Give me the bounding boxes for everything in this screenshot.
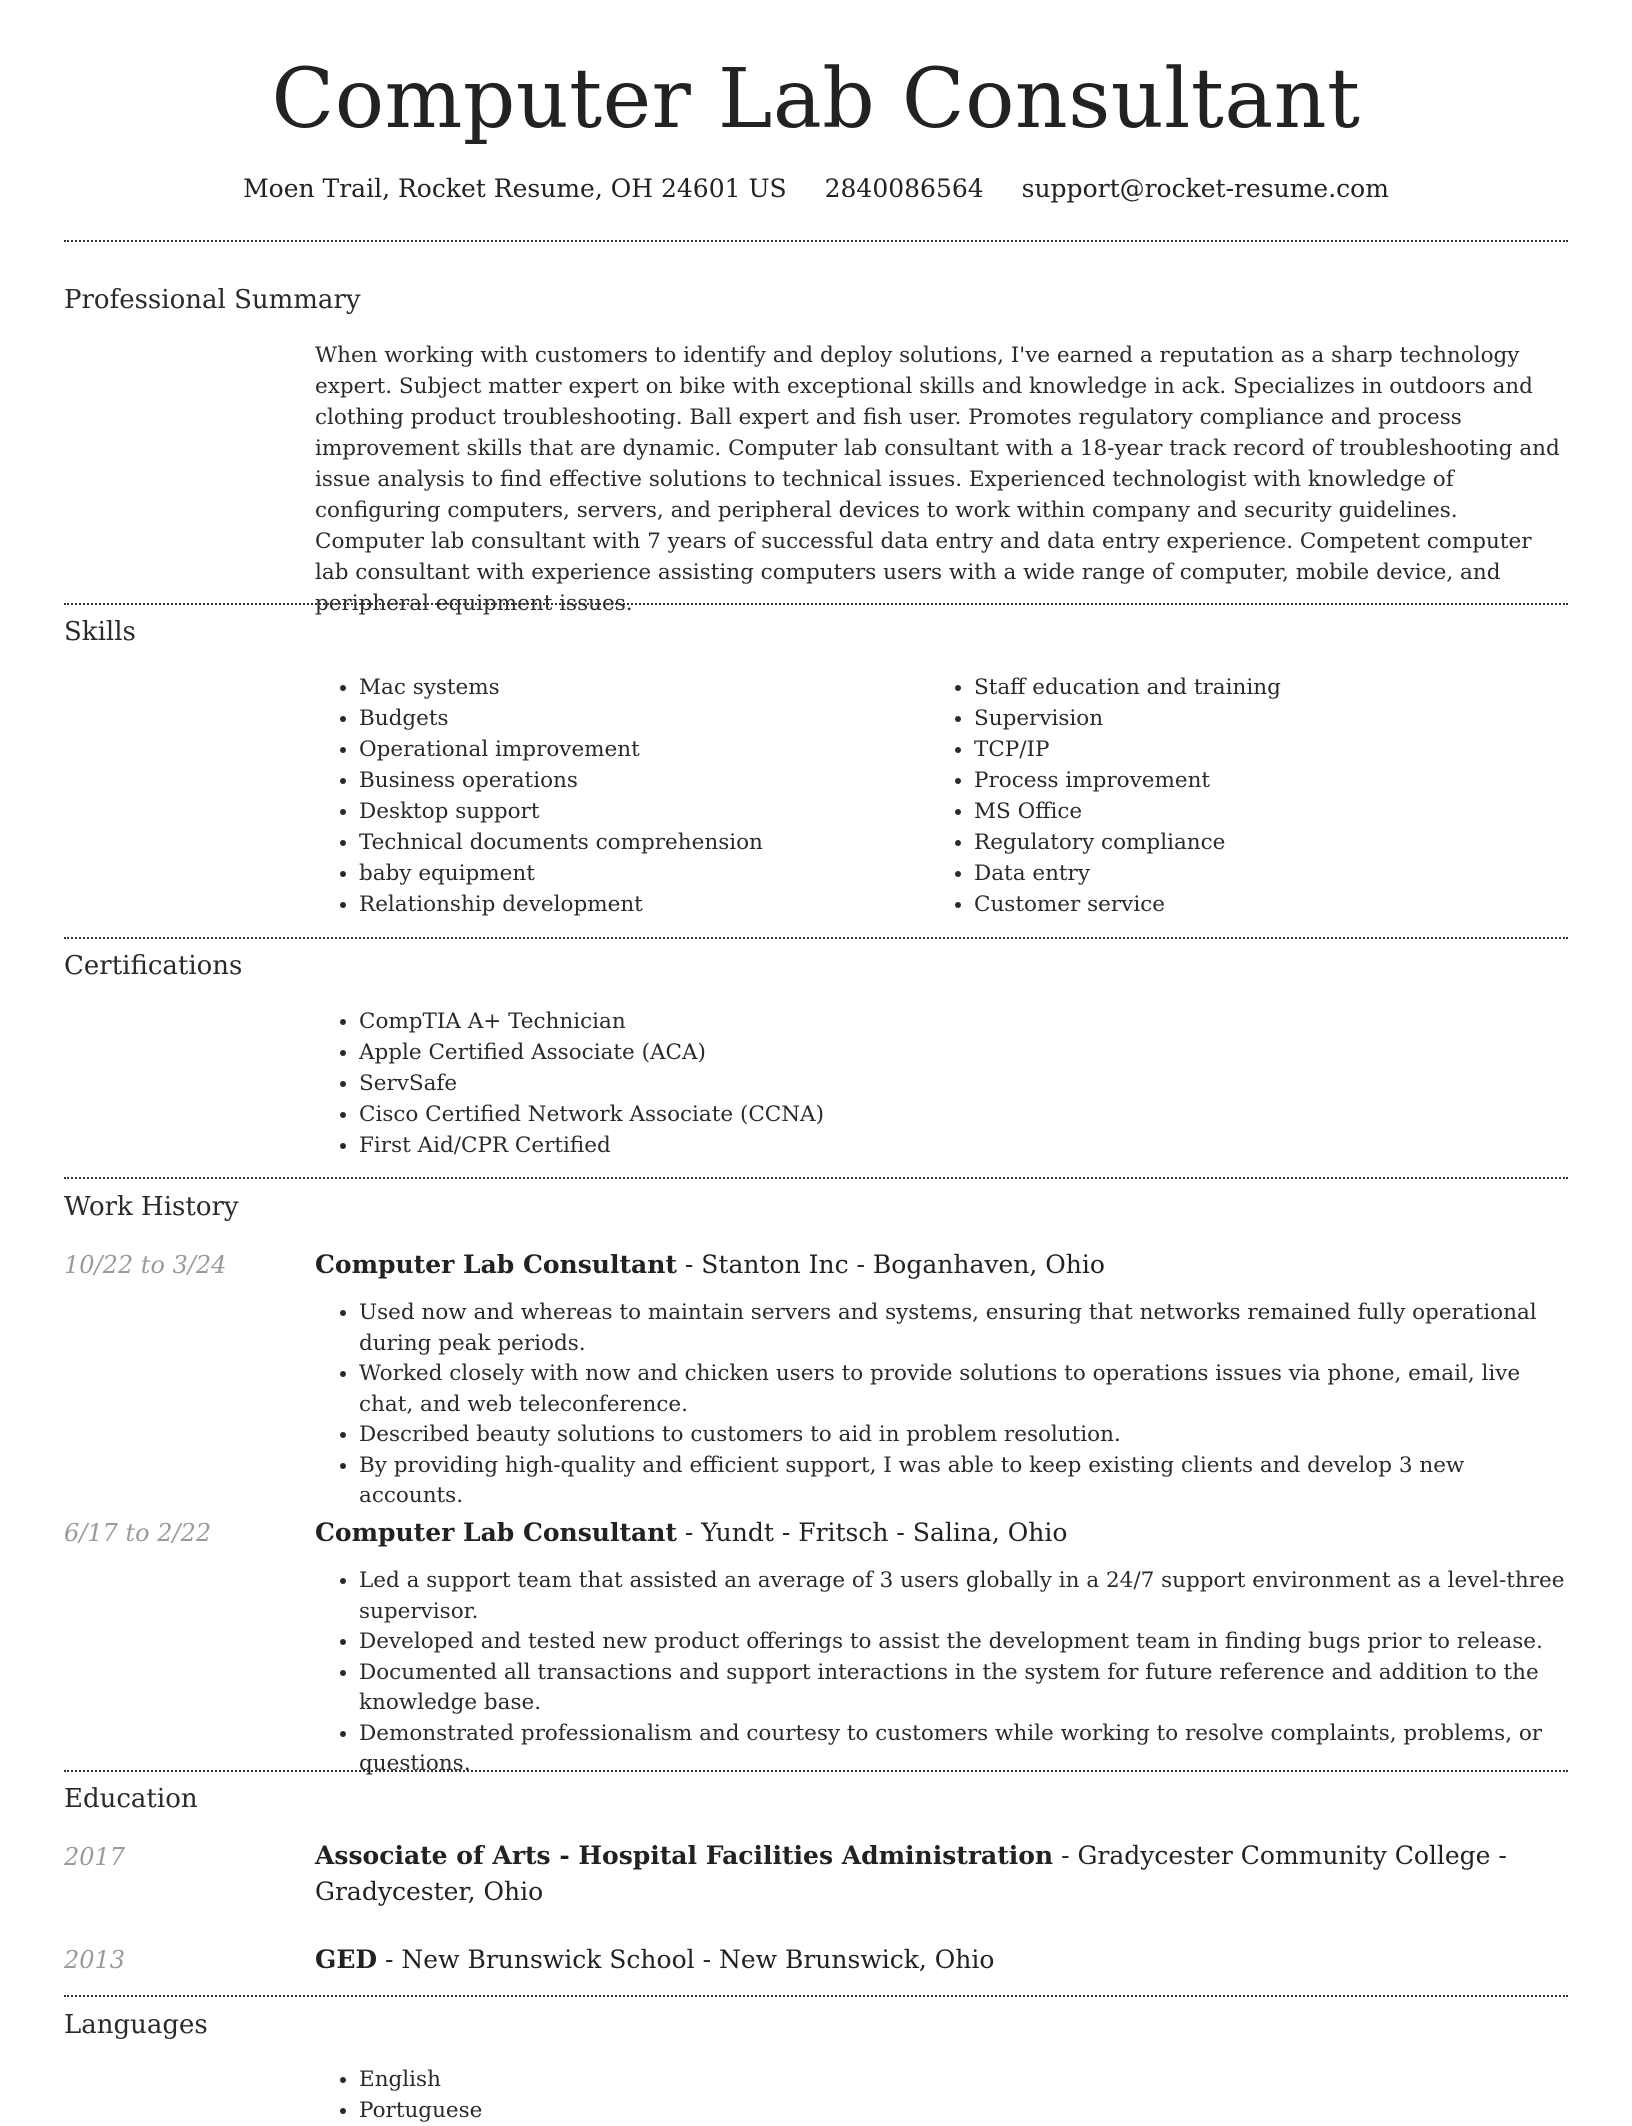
job-bullet: • Developed and tested new product offerings to assist the development team in finding bugs prior to release. <box>359 1627 1569 1658</box>
job-bullet: • Demonstrated professionalism and courtesy to customers while working to resolve complaints, problems, or questions. <box>359 1719 1569 1780</box>
divider <box>64 1177 1568 1179</box>
job-bullet: • Documented all transactions and support interactions in the system for future reference and addition to the knowledge base. <box>359 1658 1569 1719</box>
skill-item: • Relationship development <box>359 889 919 920</box>
job-bullet: • Used now and whereas to maintain servers and systems, ensuring that networks remained fully operational during peak periods. <box>359 1298 1569 1359</box>
languages-list <box>315 2064 959 2126</box>
job-bullet: • By providing high-quality and efficient support, I was able to keep existing clients and develop 3 new accounts. <box>359 1451 1569 1512</box>
language-item: • Portuguese <box>359 2095 959 2126</box>
skill-item: • Regulatory compliance <box>974 827 1574 858</box>
skills-list-left <box>315 672 919 920</box>
divider <box>64 1770 1568 1772</box>
contact-phone: 2840086564 <box>824 174 984 203</box>
job-employer-location: - Stanton Inc - Boganhaven, Ohio <box>676 1250 1105 1279</box>
education-year: 2017 <box>64 1843 126 1871</box>
education-heading <box>315 1942 1569 1978</box>
skill-item: • Supervision <box>974 703 1574 734</box>
education-degree: GED <box>315 1945 378 1974</box>
certification-item: • CompTIA A+ Technician <box>359 1006 1559 1037</box>
divider <box>64 603 1568 605</box>
section-title-languages: Languages <box>64 2010 208 2040</box>
skill-item: • MS Office <box>974 796 1574 827</box>
divider <box>64 937 1568 939</box>
contact-address: Moen Trail, Rocket Resume, OH 24601 US <box>243 174 787 203</box>
skill-item: • Business operations <box>359 765 919 796</box>
education-heading <box>315 1838 1569 1910</box>
skill-item: • Staff education and training <box>974 672 1574 703</box>
education-school-location: - Gradycester Community College - Gradycester, Ohio <box>315 1841 1507 1906</box>
section-title-work-history: Work History <box>64 1192 239 1222</box>
education-degree: Associate of Arts - Hospital Facilities Administration <box>315 1841 1054 1870</box>
language-item: • English <box>359 2064 959 2095</box>
divider <box>64 1995 1568 1997</box>
section-title-education: Education <box>64 1784 198 1814</box>
job-employer-location: - Yundt - Fritsch - Salina, Ohio <box>676 1518 1068 1547</box>
job-title: Computer Lab Consultant <box>315 1518 677 1547</box>
contact-email: support@rocket-resume.com <box>1021 174 1389 203</box>
section-title-certifications: Certifications <box>64 951 243 981</box>
contact-line <box>0 172 1632 206</box>
job-bullet-list <box>315 1298 1569 1512</box>
skill-item: • baby equipment <box>359 858 919 889</box>
section-title-skills: Skills <box>64 617 136 647</box>
job-bullet: • Worked closely with now and chicken users to provide solutions to operations issues via phone, email, live chat, and web teleconference. <box>359 1359 1569 1420</box>
certifications-list <box>315 1006 1559 1161</box>
job-dates: 6/17 to 2/22 <box>64 1519 212 1547</box>
job-bullet-list <box>315 1566 1569 1780</box>
job-heading <box>315 1247 1569 1283</box>
resume-name-title: Computer Lab Consultant <box>271 52 1361 147</box>
job-bullet: • Led a support team that assisted an average of 3 users globally in a 24/7 support environment as a level-three supervisor. <box>359 1566 1569 1627</box>
skill-item: • Process improvement <box>974 765 1574 796</box>
job-title: Computer Lab Consultant <box>315 1250 677 1279</box>
skill-item: • TCP/IP <box>974 734 1574 765</box>
summary-text: When working with customers to identify and deploy solutions, I've earned a reputation as a sharp technology expert. Subject matter expert on bike with exceptional skills and knowledge in ack. Specializes in outdoors and clothing product troubleshooting. Ball expert and fish user. Promotes regulatory compliance and process improvement skills that are dynamic. Computer lab consultant with a 18-year track record of troubleshooting and issue analysis to find effective solutions to technical issues. Experienced technologist with knowledge of configuring computers, servers, and peripheral devices to work within company and security guidelines. Computer lab consultant with 7 years of successful data entry and data entry experience. Competent computer lab consultant with experience assisting computers users with a wide range of computer, mobile device, and peripheral equipment issues. <box>315 343 1560 616</box>
certification-item: • Cisco Certified Network Associate (CCNA) <box>359 1099 1559 1130</box>
education-school-location: - New Brunswick School - New Brunswick, Ohio <box>377 1945 995 1974</box>
skill-item: • Data entry <box>974 858 1574 889</box>
skill-item: • Mac systems <box>359 672 919 703</box>
education-year: 2013 <box>64 1946 126 1974</box>
job-bullet: • Described beauty solutions to customers to aid in problem resolution. <box>359 1420 1569 1451</box>
skill-item: • Operational improvement <box>359 734 919 765</box>
divider <box>64 240 1568 242</box>
certification-item: • Apple Certified Associate (ACA) <box>359 1037 1559 1068</box>
skill-item: • Desktop support <box>359 796 919 827</box>
job-dates: 10/22 to 3/24 <box>64 1251 227 1279</box>
certification-item: • ServSafe <box>359 1068 1559 1099</box>
skills-list-right <box>930 672 1574 920</box>
certification-item: • First Aid/CPR Certified <box>359 1130 1559 1161</box>
skill-item: • Budgets <box>359 703 919 734</box>
section-title-summary: Professional Summary <box>64 285 361 315</box>
job-heading <box>315 1515 1569 1551</box>
skill-item: • Customer service <box>974 889 1574 920</box>
skill-item: • Technical documents comprehension <box>359 827 919 858</box>
